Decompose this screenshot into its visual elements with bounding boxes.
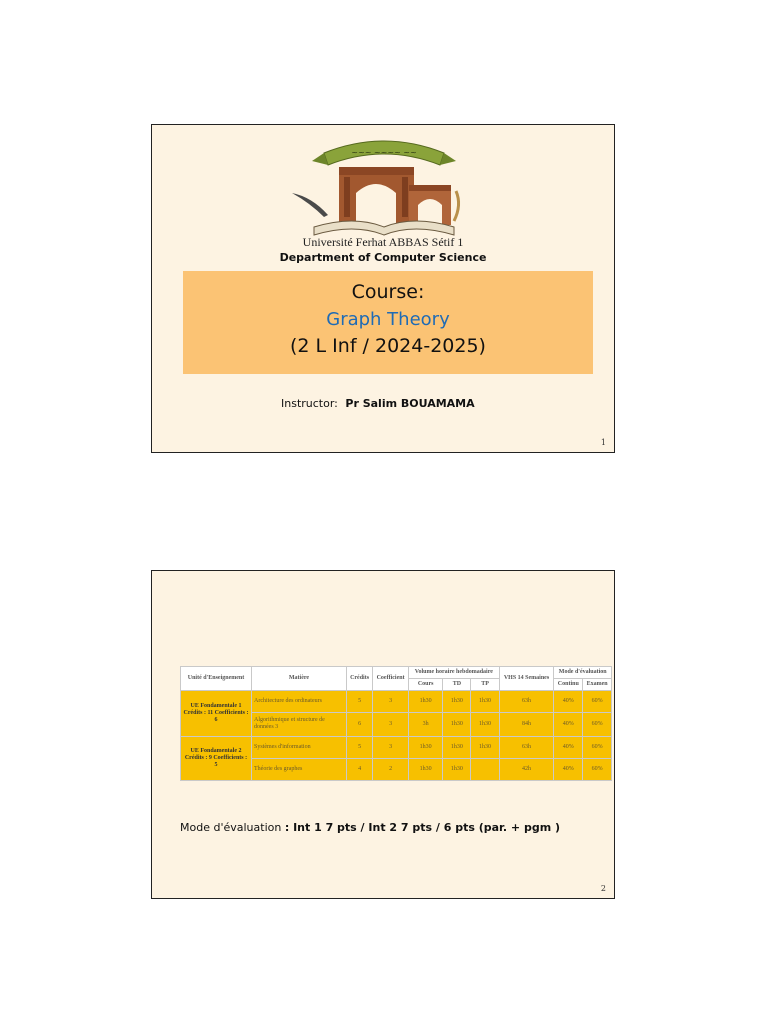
header-tp: TP (471, 678, 499, 690)
coef-cell: 3 (373, 736, 409, 758)
matiere-cell: Systèmes d'information (252, 736, 347, 758)
coef-cell: 3 (373, 712, 409, 736)
ue-cell: UE Fondamentale 1 Crédits : 11 Coefficients : 6 (181, 690, 252, 736)
continu-cell: 40% (554, 736, 583, 758)
cours-cell: 3h (409, 712, 443, 736)
university-logo (284, 131, 484, 241)
credits-cell: 5 (347, 690, 373, 712)
header-td: TD (443, 678, 471, 690)
tp-cell: 1h30 (471, 736, 499, 758)
matiere-cell: Algorithmique et structure de données 3 (252, 712, 347, 736)
matiere-cell: Architecture des ordinateurs (252, 690, 347, 712)
coef-cell: 3 (373, 690, 409, 712)
credits-cell: 4 (347, 758, 373, 780)
vhs-cell: 63h (499, 736, 554, 758)
header-matiere: Matière (252, 667, 347, 691)
continu-cell: 40% (554, 758, 583, 780)
svg-text:~~~ ~~~~ ~~: ~~~ ~~~~ ~~ (351, 148, 417, 157)
examen-cell: 60% (583, 758, 612, 780)
page-number: 2 (600, 884, 606, 893)
course-name: Graph Theory (326, 309, 450, 330)
instructor-label: Instructor: (281, 397, 338, 410)
header-unite: Unité d'Enseignement (181, 667, 252, 691)
matiere-cell: Théorie des graphes (252, 758, 347, 780)
slide-2 (151, 570, 615, 899)
mode-value: : Int 1 7 pts / Int 2 7 pts / 6 pts (par. + pgm ) (284, 821, 561, 834)
examen-cell: 60% (583, 712, 612, 736)
examen-cell: 60% (583, 690, 612, 712)
header-vhs: VHS 14 Semaines (499, 667, 554, 691)
vhs-cell: 84h (499, 712, 554, 736)
td-cell: 1h30 (443, 736, 471, 758)
ue-cell: UE Fondamentale 2 Crédits : 9 Coefficients : 5 (181, 736, 252, 780)
cours-cell: 1h30 (409, 736, 443, 758)
instructor-name: Pr Salim BOUAMAMA (345, 397, 475, 410)
mode-label: Mode d'évaluation (180, 821, 282, 834)
credits-cell: 6 (347, 712, 373, 736)
instructor-line (281, 397, 475, 410)
tp-cell: 1h30 (471, 690, 499, 712)
course-label: Course: (351, 281, 425, 303)
course-title-box (183, 271, 593, 374)
page-number: 1 (600, 438, 606, 447)
td-cell: 1h30 (443, 712, 471, 736)
continu-cell: 40% (554, 712, 583, 736)
td-cell: 1h30 (443, 690, 471, 712)
coef-cell: 2 (373, 758, 409, 780)
slide-1 (151, 124, 615, 453)
continu-cell: 40% (554, 690, 583, 712)
credits-cell: 5 (347, 736, 373, 758)
tp-cell (471, 758, 499, 780)
evaluation-mode-line (180, 821, 560, 834)
course-table (180, 666, 612, 781)
vhs-cell: 63h (499, 690, 554, 712)
tp-cell: 1h30 (471, 712, 499, 736)
header-volume: Volume horaire hebdomadaire (409, 667, 500, 679)
vhs-cell: 42h (499, 758, 554, 780)
cours-cell: 1h30 (409, 758, 443, 780)
table-row (181, 690, 612, 712)
examen-cell: 60% (583, 736, 612, 758)
header-credits: Crédits (347, 667, 373, 691)
department-name: Department of Computer Science (279, 251, 487, 264)
course-year: (2 L Inf / 2024-2025) (290, 335, 486, 357)
header-coefficient: Coefficient (373, 667, 409, 691)
td-cell: 1h30 (443, 758, 471, 780)
header-cours: Cours (409, 678, 443, 690)
header-mode: Mode d'évaluation (554, 667, 612, 679)
university-name: Université Ferhat ABBAS Sétif 1 (302, 235, 464, 249)
course-table-wrapper (180, 666, 612, 781)
table-header-row (181, 667, 612, 679)
cours-cell: 1h30 (409, 690, 443, 712)
table-row (181, 736, 612, 758)
header-continu: Continu (554, 678, 583, 690)
header-examen: Examen (583, 678, 612, 690)
